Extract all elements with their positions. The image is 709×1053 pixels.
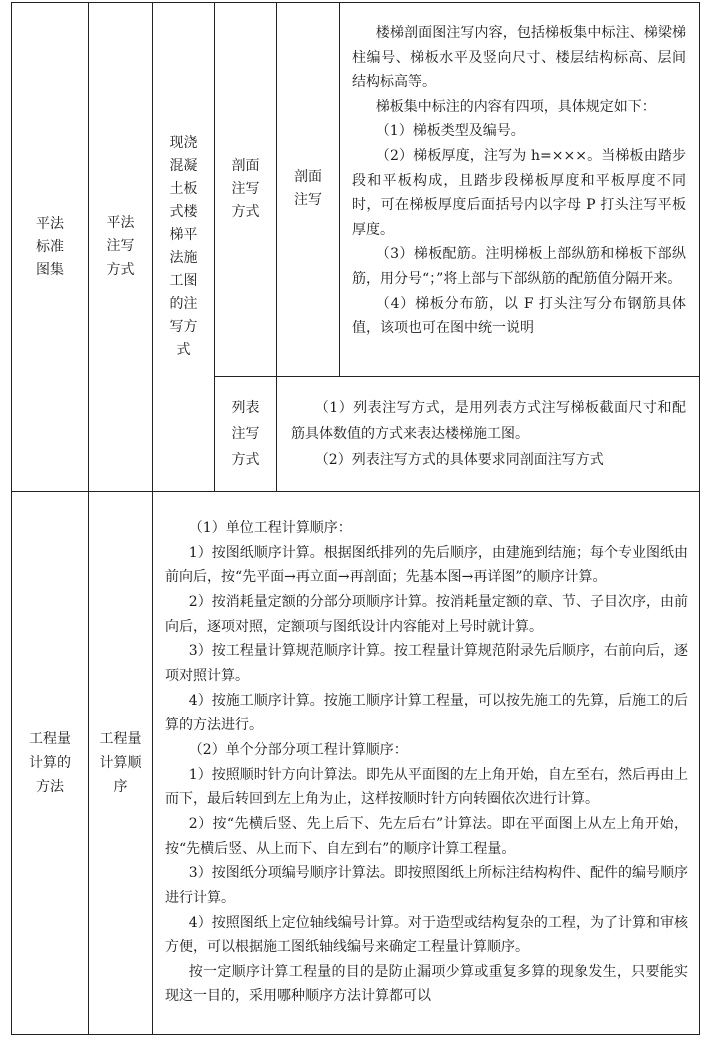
cell-standard-atlas — [12, 3, 89, 492]
paragraph: 3）按图纸分项编号顺序计算法。即按照图纸上所标注结构构件、配件的编号顺序进行计算。 — [165, 865, 688, 906]
paragraph: （2）列表注写方式的具体要求同剖面注写方式 — [314, 451, 604, 468]
paragraph: （3）梯板配筋。注明梯板上部纵筋和梯板下部纵筋，用分号“；”将上部与下部纵筋的配筋值分隔开来。 — [352, 246, 686, 287]
calc-order-label: 工程量计算顺序 — [99, 731, 142, 795]
cell-stair-notation — [153, 3, 215, 492]
cell-profile-method — [215, 3, 277, 377]
calc-method-label: 工程量计算的方法 — [29, 731, 71, 795]
standard-atlas-label: 平法标准图集 — [36, 215, 64, 278]
cell-profile-content — [340, 3, 700, 377]
cell-list-content — [277, 376, 700, 491]
stair-notation-label: 现浇混凝土板式楼梯平法施工图的注写方式 — [169, 135, 198, 358]
cell-profile-sub — [277, 3, 340, 377]
paragraph: （1）梯板类型及编号。 — [375, 123, 525, 140]
paragraph: 4）按施工顺序计算。按施工顺序计算工程量，可以按先施工的先算，后施工的后算的方法进行。 — [165, 692, 688, 734]
paragraph: 1）按图纸顺序计算。根据图纸排列的先后顺序，由建施到结施；每个专业图纸由前向后，按“先平面→再立面→再剖面；先基本图→再详图”的顺序计算。 — [165, 544, 688, 586]
paragraph: 按一定顺序计算工程量的目的是防止漏项少算或重复多算的现象发生，只要能实现这一目的，采用哪种顺序方法计算都可以 — [165, 963, 688, 1005]
cell-notation-type — [89, 3, 153, 492]
paragraph: （1）单位工程计算顺序： — [188, 520, 352, 536]
row-calculation — [12, 492, 700, 1035]
notation-type-label: 平法注写方式 — [106, 214, 135, 278]
paragraph: （4）梯板分布筋，以 F 打头注写分布钢筋具体值，该项也可在图中统一说明 — [352, 295, 686, 337]
paragraph: 3）按工程量计算规范顺序计算。按工程量计算规范附录先后顺序，右前向后，逐项对照计算。 — [165, 643, 688, 684]
paragraph: 2）按“先横后竖、先上后下、先左后右”计算法。即在平面图上从左上角开始，按“先横后竖、从上而下、自左到右”的顺序计算工程量。 — [165, 815, 688, 857]
cell-list-method — [215, 376, 277, 491]
list-method-label: 列表注写方式 — [231, 399, 260, 468]
profile-method-label: 剖面注写方式 — [231, 157, 260, 220]
paragraph: （1）列表注写方式，是用列表方式注写梯板截面尺寸和配筋具体数值的方式来表达楼梯施工图。 — [291, 399, 686, 442]
content-table — [11, 2, 700, 1035]
row-profile — [12, 3, 700, 377]
paragraph: （2）单个分部分项工程计算顺序： — [188, 741, 408, 758]
paragraph: 4）按照图纸上定位轴线编号计算。对于造型或结构复杂的工程，为了计算和审核方便，可以根据施工图纸轴线编号来确定工程量计算顺序。 — [165, 914, 688, 956]
cell-calc-method — [12, 492, 89, 1035]
profile-sub-label: 剖面注写 — [294, 168, 322, 209]
paragraph: 梯板集中标注的内容有四项，具体规定如下： — [375, 98, 656, 115]
cell-calc-content — [153, 492, 700, 1035]
paragraph: 楼梯剖面图注写内容，包括梯板集中标注、梯梁梯柱编号、梯板水平及竖向尺寸、楼层结构标高、层间结构标高等。 — [352, 25, 686, 91]
paragraph: 2）按消耗量定额的分部分项顺序计算。按消耗量定额的章、节、子目次序，由前向后，逐项对照，定额项与图纸设计内容能对上号时就计算。 — [165, 593, 688, 635]
paragraph: （2）梯板厚度，注写为 h=×××。当梯板由踏步段和平板构成，且踏步段梯板厚度和平板厚度不同时，可在梯板厚度后面括号内以字母 P 打头注写平板厚度。 — [352, 147, 686, 238]
cell-calc-order — [89, 492, 153, 1035]
paragraph: 1）按照顺时针方向计算法。即先从平面图的左上角开始，自左至右，然后再由上而下，最后转回到左上角为止，这样按顺时针方向转圈依次进行计算。 — [165, 766, 688, 808]
